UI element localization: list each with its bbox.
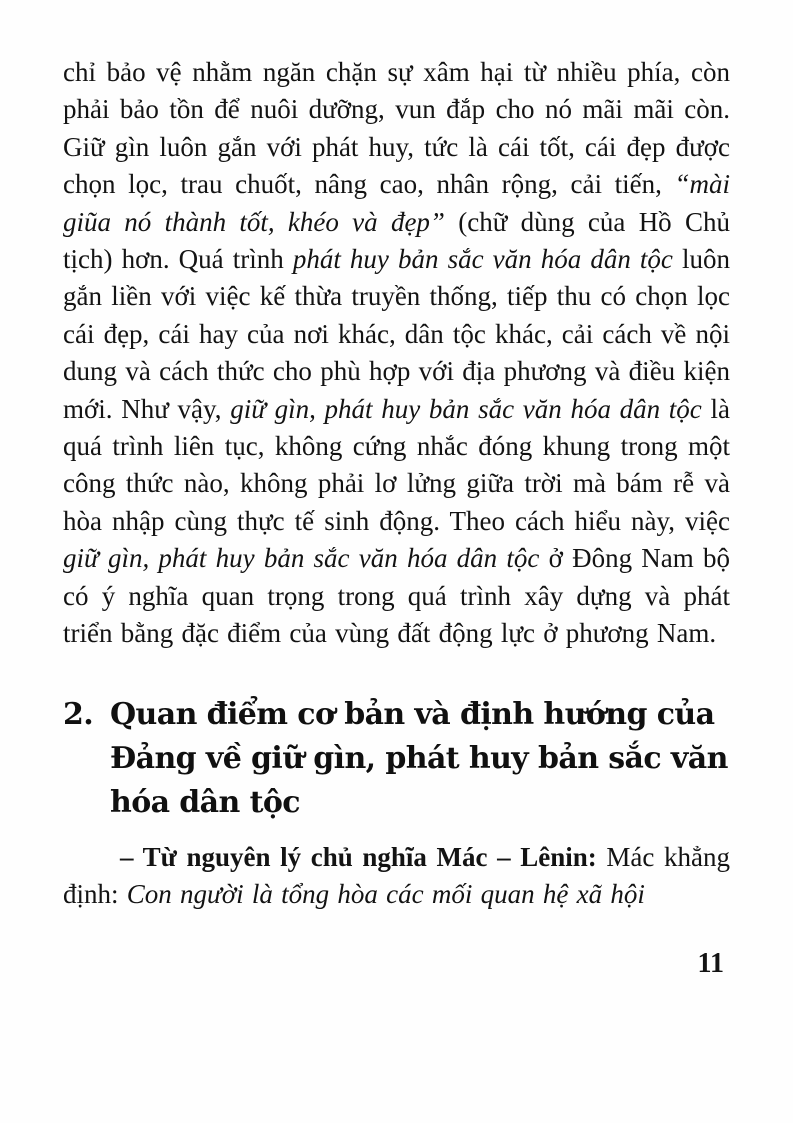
paragraph-marx-lenin [63, 839, 730, 914]
paragraph-continuation [63, 54, 730, 653]
text-segment-italic: “mài giũa nó thành tốt, khéo và đẹp” [63, 169, 730, 237]
text-segment-normal: chỉ bảo vệ nhằm ngăn chặn sự xâm hại từ nhiều phía, còn phải bảo tồn để nuôi dưỡng, vun đắp cho nó mãi mãi còn. Giữ gìn luôn gắn với phát huy, tức là cái tốt, cái đẹp được chọn lọc, trau chuốt, nâng cao, nhân rộng, cải tiến, [63, 57, 730, 200]
text-segment-normal: (chữ dùng của Hồ Chủ tịch) hơn. Quá trình [63, 206, 730, 275]
text-segment-normal: là quá trình liên tục, không cứng nhắc đóng khung trong một công thức nào, không phải lơ lửng giữa trời mà bám rễ và hòa nhập cùng thực tế sinh động. Theo cách hiểu này, việc [63, 393, 730, 536]
page-number: 11 [697, 948, 724, 980]
text-segment-bold: – Từ nguyên lý chủ nghĩa Mác – Lênin: [120, 841, 597, 872]
text-segment-italic: giữ gìn, phát huy bản sắc văn hóa dân tộc [63, 543, 540, 574]
section-heading-text: Quan điểm cơ bản và định hướng của Đảng về giữ gìn, phát huy bản sắc văn hóa dân tộc [110, 696, 728, 820]
text-segment-italic: phát huy bản sắc văn hóa dân tộc [292, 244, 673, 275]
section-number: 2. [63, 696, 94, 732]
text-segment-normal: luôn gắn liền với việc kế thừa truyền thống, tiếp thu có chọn lọc cái đẹp, cái hay của nơi khác, dân tộc khác, cải cách về nội dung và cách thức cho phù hợp với địa phương và điều kiện mới. Như vậy, [63, 244, 730, 424]
text-segment-italic: giữ gìn, phát huy bản sắc văn hóa dân tộc [230, 393, 702, 424]
text-segment-italic: Con người là tổng hòa các mối quan hệ xã hội [126, 878, 645, 909]
text-segment-normal: Mác khẳng định: [63, 841, 730, 909]
text-segment-normal: ở Đông Nam bộ có ý nghĩa quan trọng trong quá trình xây dựng và phát triển bằng đặc điểm của vùng đất động lực ở phương Nam. [63, 543, 730, 649]
section-heading [63, 693, 730, 825]
